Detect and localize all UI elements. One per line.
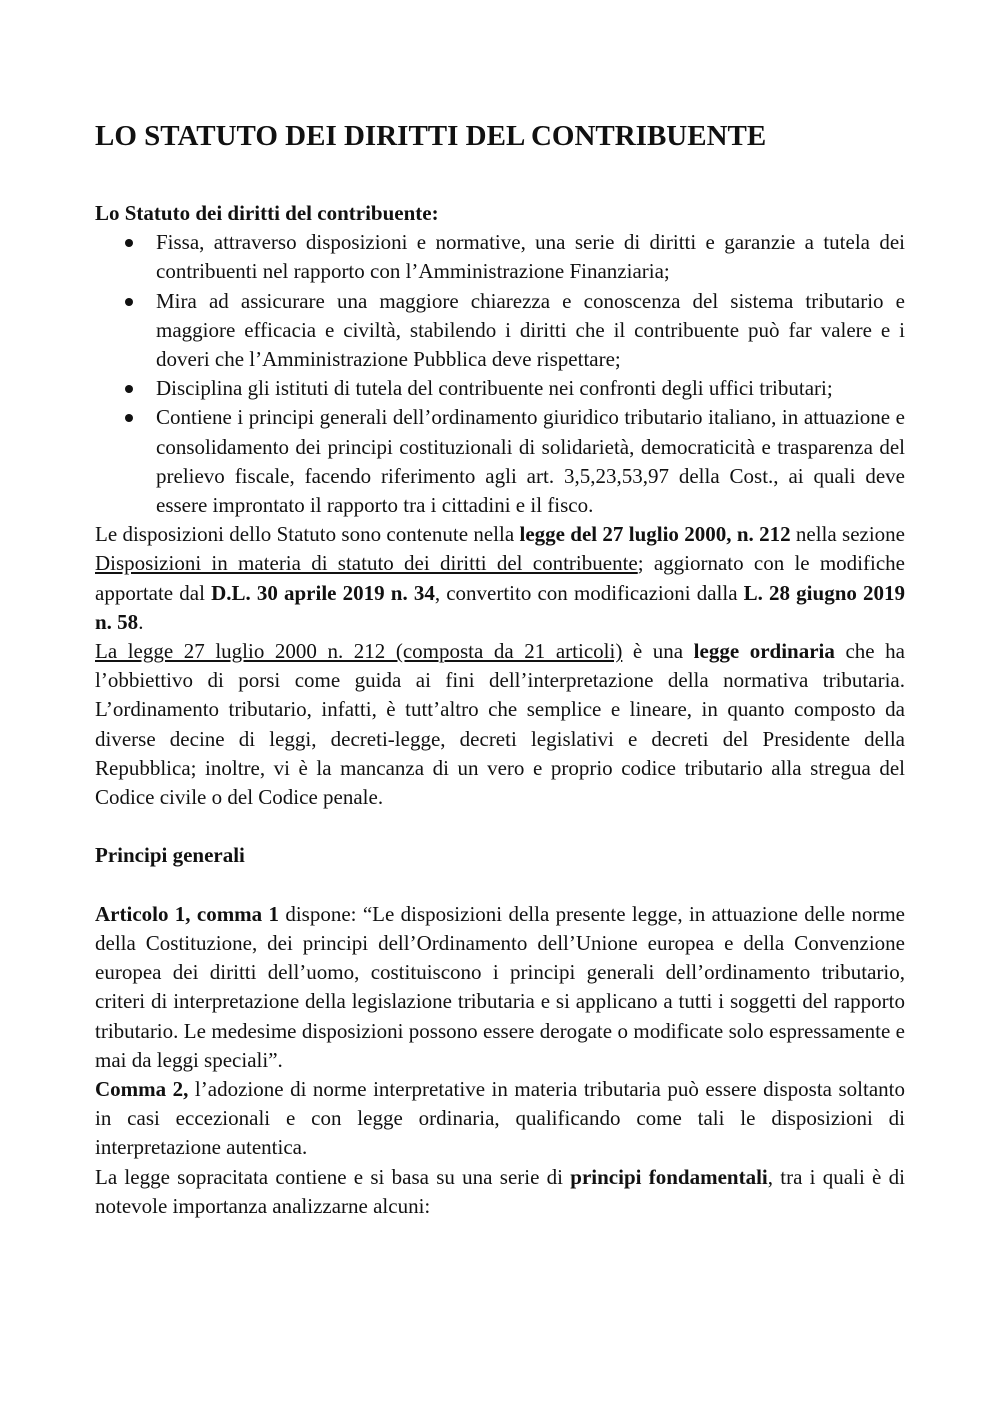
intro-heading: Lo Statuto dei diritti del contribuente: bbox=[95, 201, 439, 225]
paragraph-disposizioni: Le disposizioni dello Statuto sono contenute nella legge del 27 luglio 2000, n. 212 nella sezione Disposizioni in materia di statuto dei diritti del contribuente; aggiornato con le modifiche apportate dal D.L. 30 aprile 2019 n. 34, convertito con modificazioni dalla L. 28 giugno 2019 n. 58. bbox=[95, 522, 906, 634]
document-title: LO STATUTO DEI DIRITTI DEL CONTRIBUENTE bbox=[95, 120, 767, 152]
bullet-list bbox=[95, 228, 905, 520]
bullet-item: Fissa, attraverso disposizioni e normative, una serie di diritti e garanzie a tutela dei contribuenti nel rapporto con l’Amministrazione Finanziaria; bbox=[156, 228, 905, 286]
document-body bbox=[95, 199, 905, 1221]
section-heading: Principi generali bbox=[95, 843, 245, 868]
bullet-icon bbox=[125, 298, 133, 306]
underlined-reference: Disposizioni in materia di statuto dei diritti del contribuente bbox=[95, 551, 638, 576]
bullet-icon bbox=[125, 414, 133, 422]
paragraph-articolo-1: Articolo 1, comma 1 dispone: “Le disposizioni della presente legge, in attuazione delle norme della Costituzione, dei principi dell’Ordinamento dell’Unione europea e della Convenzione europea dei diritti dell’uomo, costituiscono i principi generali dell’ordinamento tributario, criteri di interpretazione della legislazione tributaria e si applicano a tutti i soggetti del rapporto tributario. Le medesime disposizioni possono essere derogate o modificate solo espressamente e mai da leggi speciali”. bbox=[95, 901, 905, 1072]
paragraph-principi: La legge sopracitata contiene e si basa su una serie di principi fondamentali, tra i quali è di notevole importanza analizzarne alcuni: bbox=[95, 1164, 905, 1218]
bullet-item: Disciplina gli istituti di tutela del contribuente nei confronti degli uffici tributari; bbox=[156, 374, 905, 403]
underlined-reference: La legge 27 luglio 2000 n. 212 (composta da 21 articoli) bbox=[95, 639, 623, 664]
paragraph-comma-2: Comma 2, l’adozione di norme interpretative in materia tributaria può essere disposta soltanto in casi eccezionali e con legge ordinaria, qualificando come tali le disposizioni di interpretazione autentica. bbox=[95, 1077, 905, 1160]
bullet-item: Contiene i principi generali dell’ordinamento giuridico tributario italiano, in attuazione e consolidamento dei principi costituzionali di solidarietà, democraticità e trasparenza del prelievo fiscale, facendo riferimento agli art. 3,5,23,53,97 della Cost., ai quali deve essere improntato il rapporto tra i cittadini e il fisco. bbox=[156, 403, 905, 520]
bullet-icon bbox=[125, 239, 133, 247]
bullet-item: Mira ad assicurare una maggiore chiarezza e conoscenza del sistema tributario e maggiore efficacia e civiltà, stabilendo i diritti che il contribuente può far valere e i doveri che l’Amministrazione Pubblica deve rispettare; bbox=[156, 287, 905, 375]
bullet-icon bbox=[125, 385, 133, 393]
paragraph-legge: La legge 27 luglio 2000 n. 212 (composta da 21 articoli) è una legge ordinaria che ha l’obbiettivo di porsi come guida ai fini dell’interpretazione della normativa tributaria. L’ordinamento tributario, infatti, è tutt’altro che semplice e lineare, in quanto composto da diverse decine di leggi, decreti-legge, decreti legislativi e decreti del Presidente della Repubblica; inoltre, vi è la mancanza di un vero e proprio codice tributario alla stregua del Codice civile o del Codice penale. bbox=[95, 639, 905, 810]
